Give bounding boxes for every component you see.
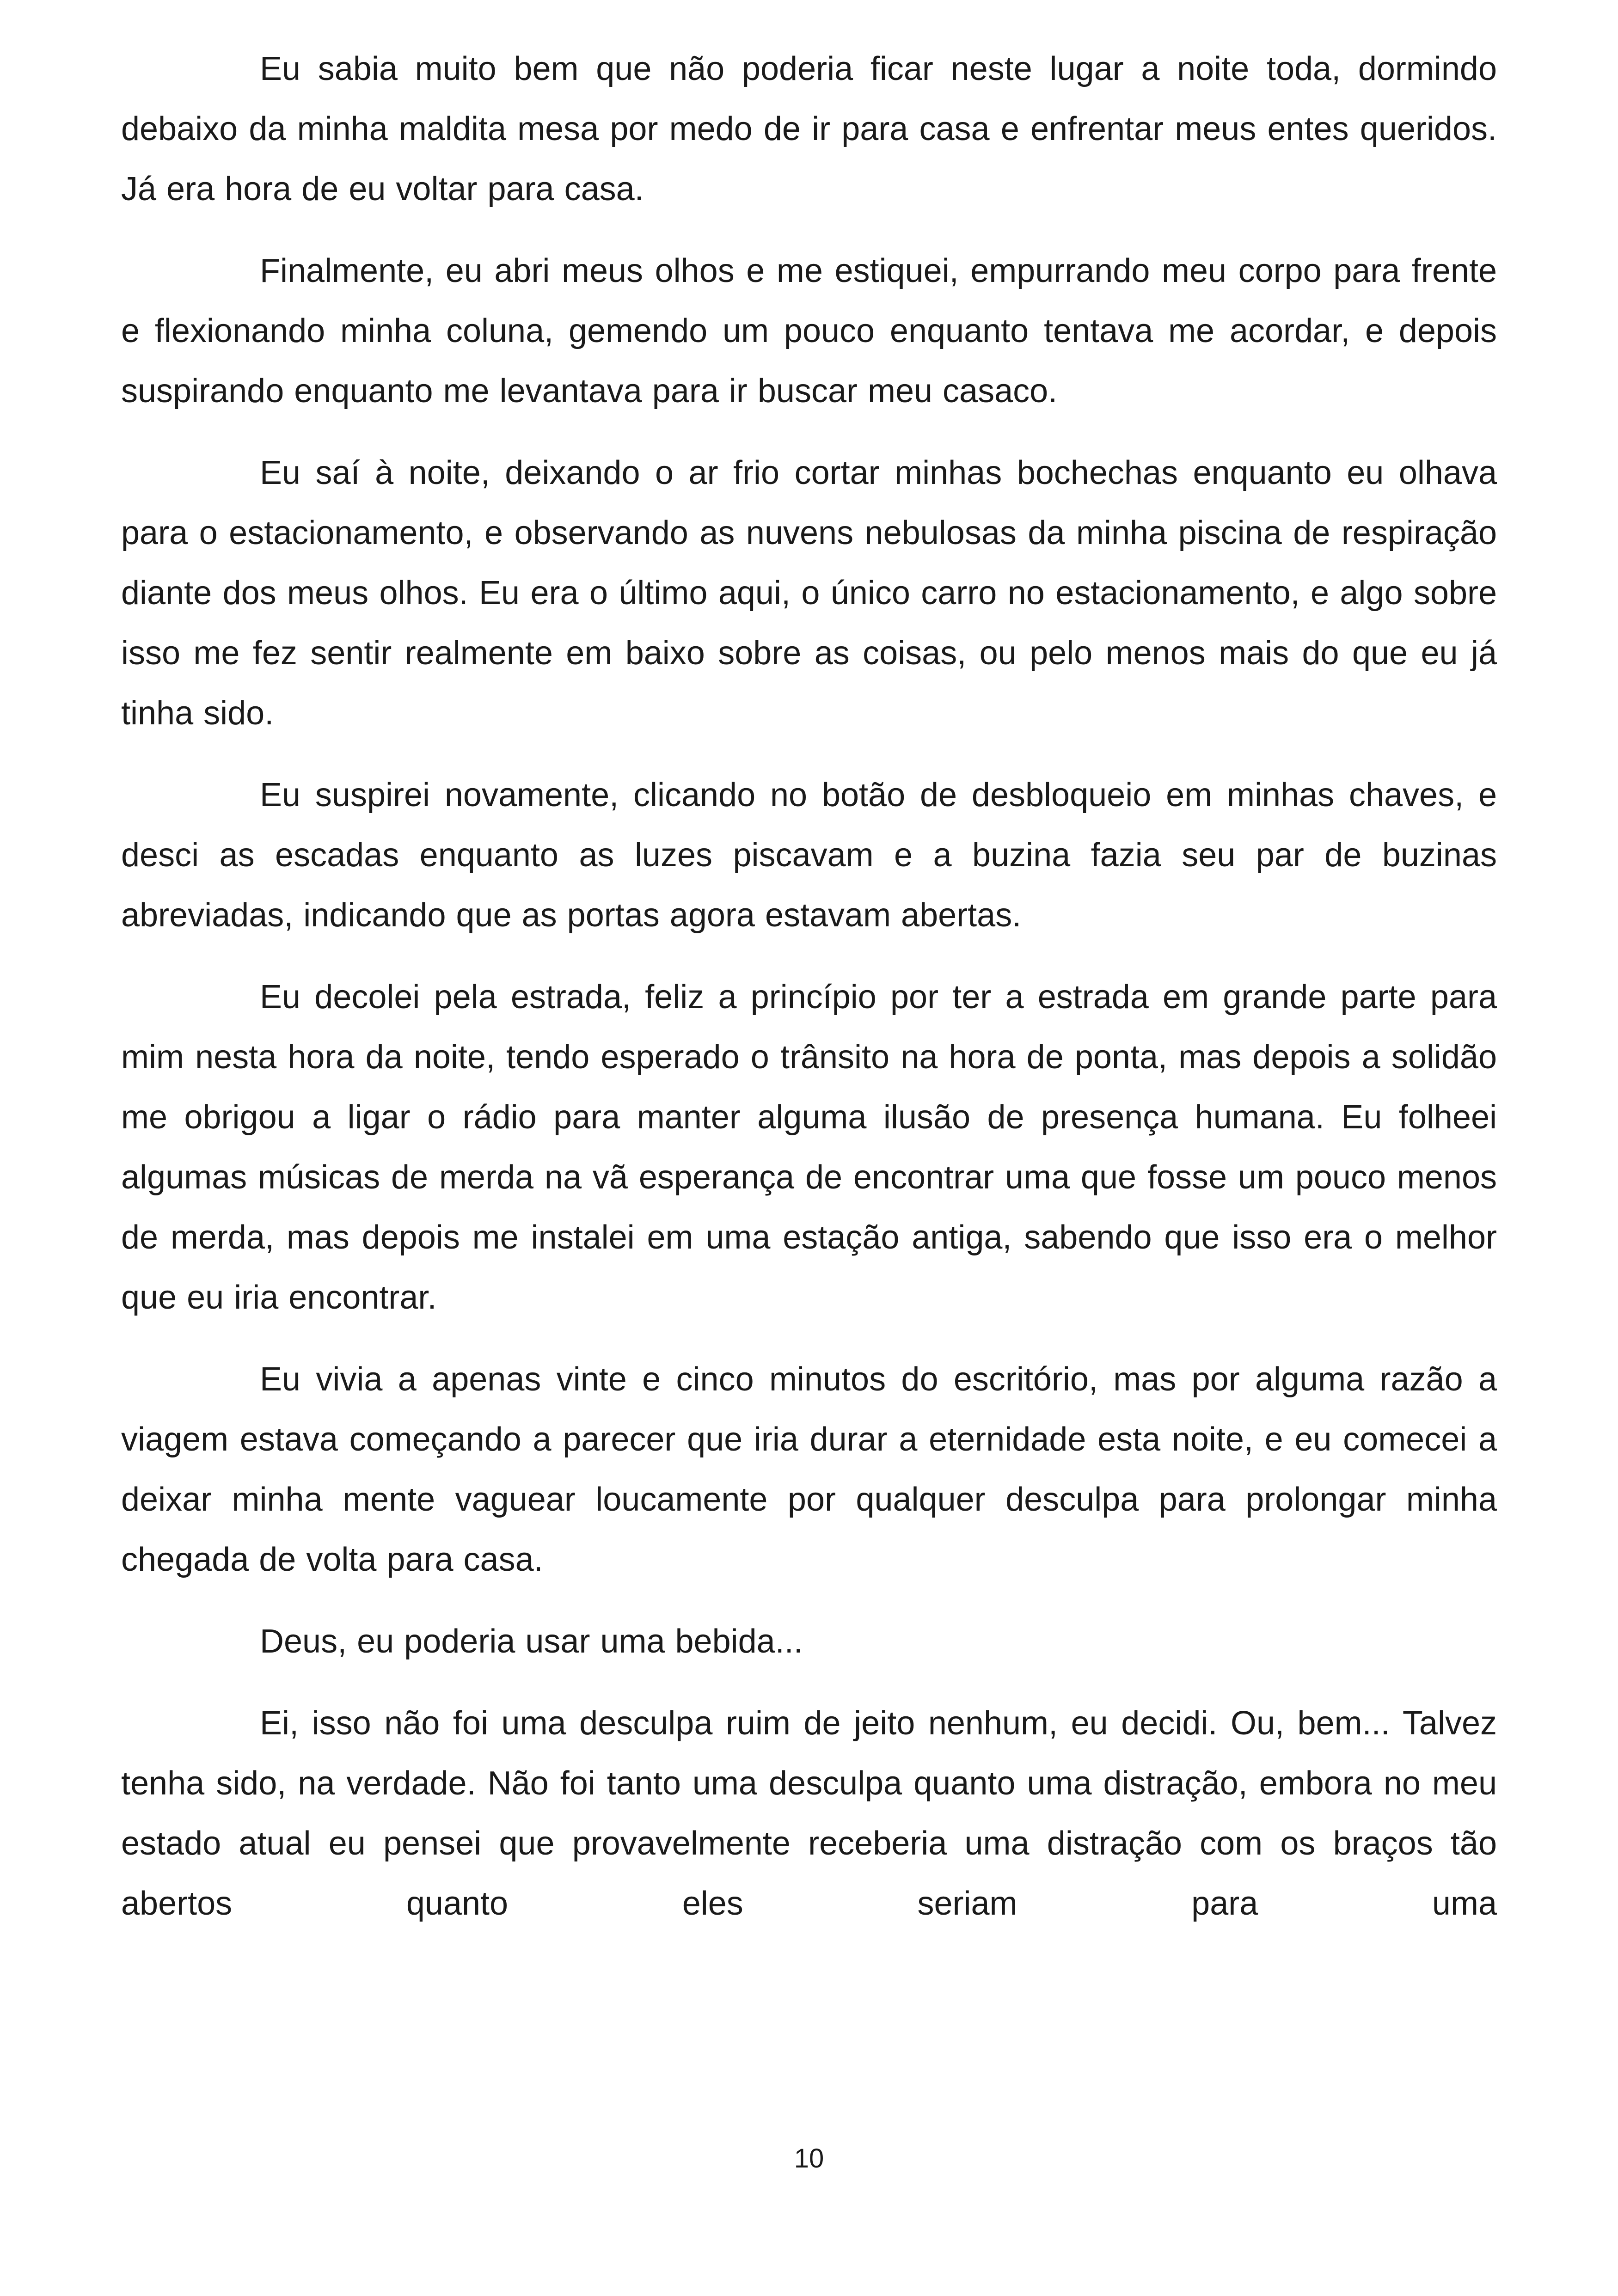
page-number: 10 (794, 2143, 824, 2174)
paragraph-1: Eu sabia muito bem que não poderia ficar neste lugar a noite toda, dormindo debaixo da minha maldita mesa por medo de ir para casa e enfrentar meus entes queridos. Já era hora de eu voltar para casa. (121, 50, 1497, 208)
paragraph-2: Finalmente, eu abri meus olhos e me estiquei, empurrando meu corpo para frente e flexionando minha coluna, gemendo um pouco enquanto tentava me acordar, e depois suspirando enquanto me levantava para ir buscar meu casaco. (121, 252, 1497, 410)
paragraph-8: Ei, isso não foi uma desculpa ruim de jeito nenhum, eu decidi. Ou, bem... Talvez tenha sido, na verdade. Não foi tanto uma desculpa quanto uma distração, embora no meu estado atual eu pensei que provavelmente receberia uma distração com os braços tão abertos quanto eles seriam para uma (121, 1705, 1497, 1922)
body-text (121, 39, 1497, 1955)
paragraph-4: Eu suspirei novamente, clicando no botão de desbloqueio em minhas chaves, e desci as escadas enquanto as luzes piscavam e a buzina fazia seu par de buzinas abreviadas, indicando que as portas agora estavam abertas. (121, 777, 1497, 934)
paragraph-3: Eu saí à noite, deixando o ar frio cortar minhas bochechas enquanto eu olhava para o estacionamento, e observando as nuvens nebulosas da minha piscina de respiração diante dos meus olhos. Eu era o último aqui, o único carro no estacionamento, e algo sobre isso me fez sentir realmente em baixo sobre as coisas, ou pelo menos mais do que eu já tinha sido. (121, 454, 1497, 732)
paragraph-5: Eu decolei pela estrada, feliz a princípio por ter a estrada em grande parte para mim nesta hora da noite, tendo esperado o trânsito na hora de ponta, mas depois a solidão me obrigou a ligar o rádio para manter alguma ilusão de presença humana. Eu folheei algumas músicas de merda na vã esperança de encontrar uma que fosse um pouco menos de merda, mas depois me instalei em uma estação antiga, sabendo que isso era o melhor que eu iria encontrar. (121, 979, 1497, 1316)
paragraph-6: Eu vivia a apenas vinte e cinco minutos do escritório, mas por alguma razão a viagem estava começando a parecer que iria durar a eternidade esta noite, e eu comecei a deixar minha mente vaguear loucamente por qualquer desculpa para prolongar minha chegada de volta para casa. (121, 1361, 1497, 1578)
paragraph-7: Deus, eu poderia usar uma bebida... (260, 1623, 803, 1660)
